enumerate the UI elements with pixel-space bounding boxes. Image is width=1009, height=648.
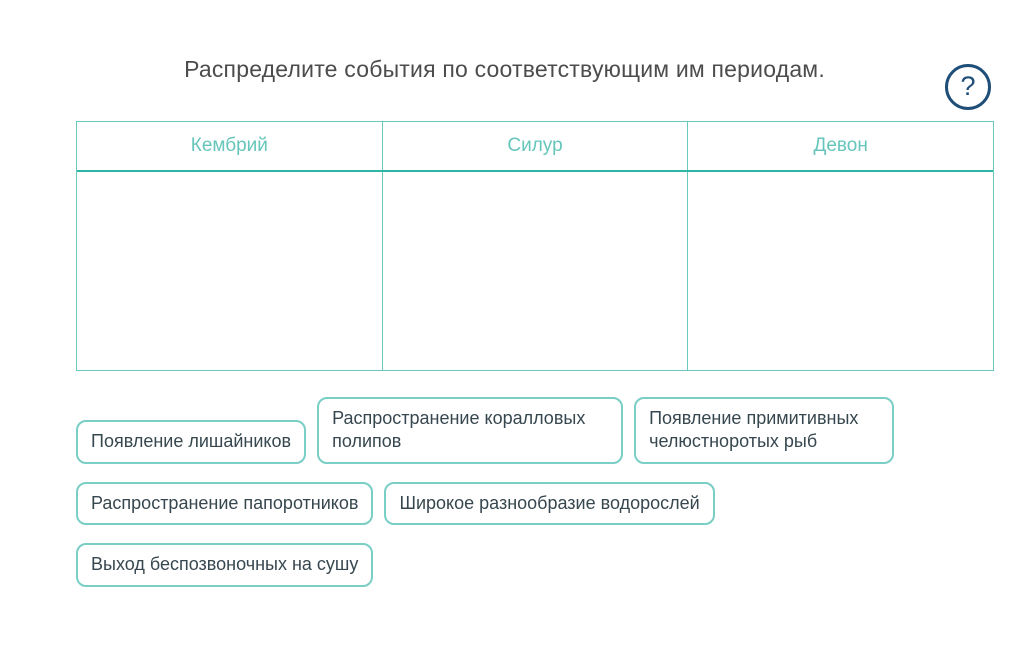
- question-mark-icon: ?: [960, 70, 976, 101]
- answer-chips: [76, 397, 996, 605]
- dropzone-silurian[interactable]: [382, 172, 688, 370]
- chip-ferns[interactable]: Распространение папоротников: [76, 482, 373, 525]
- dropzone-devonian[interactable]: [687, 172, 993, 370]
- column-header-silurian: Силур: [382, 122, 688, 170]
- periods-table: [76, 121, 994, 371]
- dropzone-cambrian[interactable]: [77, 172, 382, 370]
- chip-coral-polyps[interactable]: Распространение коралловых полипов: [317, 397, 623, 464]
- chip-row: [76, 543, 996, 586]
- chip-invertebrates-land[interactable]: Выход беспозвоночных на сушу: [76, 543, 373, 586]
- column-header-cambrian: Кембрий: [190, 135, 268, 156]
- help-button[interactable]: [945, 64, 991, 110]
- chip-algae[interactable]: Широкое разнообразие водорослей: [384, 482, 714, 525]
- column-header-devonian: Девон: [687, 122, 993, 170]
- chip-lichens[interactable]: Появление лишайников: [76, 420, 306, 463]
- task-title: Распределите события по соответствующим им периодам.: [184, 56, 825, 82]
- chip-row: [76, 397, 996, 464]
- chip-jawed-fish[interactable]: Появление примитивных челюстноротых рыб: [634, 397, 894, 464]
- chip-row: [76, 482, 996, 525]
- periods-table-body: [77, 172, 993, 370]
- periods-table-header: [77, 122, 993, 172]
